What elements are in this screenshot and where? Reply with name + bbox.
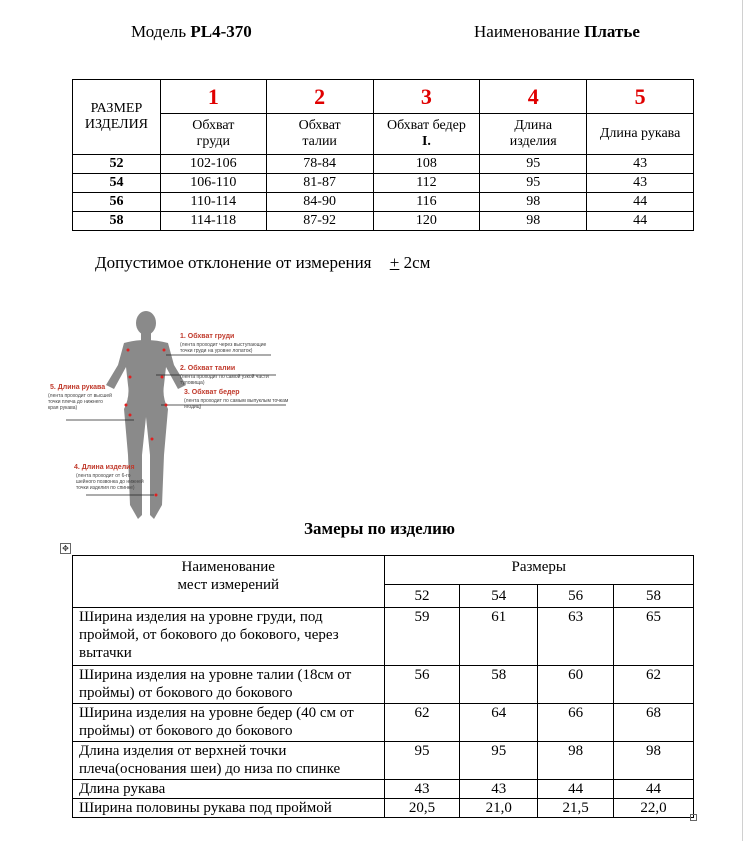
measure-value: 98 xyxy=(538,742,614,780)
column-header-line: Обхват бедер xyxy=(386,118,466,133)
measure-value: 21,0 xyxy=(460,799,538,818)
size-header: 54 xyxy=(460,585,538,608)
table-row xyxy=(73,704,694,742)
page-edge xyxy=(742,0,743,841)
value-cell: 112 xyxy=(373,174,480,193)
body-silhouette-icon xyxy=(46,305,306,525)
measurement-figure xyxy=(46,305,306,525)
value-cell: 108 xyxy=(373,155,480,174)
annotation-sub: (лента проходит через выступающие точки груди на уровне лопаток) xyxy=(180,342,267,354)
measure-value: 44 xyxy=(538,780,614,799)
name-label: Наименование xyxy=(474,22,580,41)
column-number: 1 xyxy=(160,80,266,114)
measure-label: Ширина половины рукава под проймой xyxy=(73,799,385,818)
measure-value: 43 xyxy=(384,780,460,799)
measure-value: 95 xyxy=(460,742,538,780)
corner-line-1: РАЗМЕР xyxy=(90,101,143,116)
annotation-sub: (лента проходит от 6-го шейного позвонка до нижней точки изделия по спинке) xyxy=(76,473,144,491)
annotation-sub: (лента проходит по самой узкой части туловища) xyxy=(180,374,269,386)
value-cell: 98 xyxy=(480,212,587,231)
column-header xyxy=(160,114,266,155)
column-header xyxy=(587,114,694,155)
measure-name-header-line: мест измерений xyxy=(177,577,280,593)
value-cell: 110-114 xyxy=(160,193,266,212)
annotation-title: 1. Обхват груди xyxy=(180,333,235,340)
measure-value: 64 xyxy=(460,704,538,742)
annotation-title: 4. Длина изделия xyxy=(74,464,135,471)
column-header-line: Обхват xyxy=(298,118,341,133)
measure-value: 62 xyxy=(384,704,460,742)
table-row xyxy=(73,742,694,780)
measure-label: Ширина изделия на уровне груди, под проймой, от бокового до бокового, через вытачки xyxy=(73,608,385,666)
table-row xyxy=(73,799,694,818)
size-header: 58 xyxy=(614,585,694,608)
column-header xyxy=(373,114,480,155)
measure-value: 62 xyxy=(614,666,694,704)
size-header: 52 xyxy=(384,585,460,608)
measure-name-header-line: Наименование xyxy=(181,559,275,575)
annotation-sub: (лента проходит от высшей точки плеча до нижнего края рукава) xyxy=(48,393,112,411)
measure-table-title xyxy=(0,519,745,539)
column-header xyxy=(266,114,373,155)
measure-label: Длина изделия от верхней точки плеча(основания шеи) до низа по спинке xyxy=(73,742,385,780)
value-cell: 95 xyxy=(480,174,587,193)
value-cell: 87-92 xyxy=(266,212,373,231)
value-cell: 98 xyxy=(480,193,587,212)
model-value: PL4-370 xyxy=(190,22,252,41)
measure-value: 58 xyxy=(460,666,538,704)
column-header-line: груди xyxy=(196,134,230,149)
measure-table-title-text: Замеры по изделию xyxy=(304,519,455,538)
value-cell: 84-90 xyxy=(266,193,373,212)
column-number: 5 xyxy=(587,80,694,114)
measure-value: 61 xyxy=(460,608,538,666)
measure-value: 98 xyxy=(614,742,694,780)
measure-value: 68 xyxy=(614,704,694,742)
column-header-line: изделия xyxy=(509,134,557,149)
tolerance-text: Допустимое отклонение от измерения xyxy=(95,253,372,272)
measure-value: 22,0 xyxy=(614,799,694,818)
size-cell: 56 xyxy=(73,193,161,212)
value-cell: 43 xyxy=(587,155,694,174)
size-table xyxy=(72,79,694,231)
tolerance-note xyxy=(95,253,430,273)
value-cell: 102-106 xyxy=(160,155,266,174)
table-row xyxy=(73,155,694,174)
size-cell: 54 xyxy=(73,174,161,193)
measure-label: Ширина изделия на уровне талии (18см от проймы) от бокового до бокового xyxy=(73,666,385,704)
annotation-title: 5. Длина рукава xyxy=(50,384,106,391)
measure-value: 20,5 xyxy=(384,799,460,818)
measure-value: 63 xyxy=(538,608,614,666)
tolerance-sign: + xyxy=(389,253,400,272)
name-value: Платье xyxy=(584,22,640,41)
tolerance-unit: 2см xyxy=(403,253,431,272)
sizes-header: Размеры xyxy=(384,556,694,585)
measure-value: 43 xyxy=(460,780,538,799)
value-cell: 114-118 xyxy=(160,212,266,231)
column-number: 4 xyxy=(480,80,587,114)
measure-value: 65 xyxy=(614,608,694,666)
size-table-corner xyxy=(73,80,161,155)
measure-value: 60 xyxy=(538,666,614,704)
measure-value: 59 xyxy=(384,608,460,666)
measure-value: 44 xyxy=(614,780,694,799)
table-row xyxy=(73,608,694,666)
value-cell: 116 xyxy=(373,193,480,212)
table-row xyxy=(73,212,694,231)
value-cell: 43 xyxy=(587,174,694,193)
value-cell: 120 xyxy=(373,212,480,231)
measure-label: Ширина изделия на уровне бедер (40 см от проймы) от бокового до бокового xyxy=(73,704,385,742)
model-label: Модель xyxy=(131,22,187,41)
column-header-line: Длина рукава xyxy=(599,126,681,141)
table-row xyxy=(73,174,694,193)
column-header-line: Обхват xyxy=(192,118,235,133)
column-header-line: Длина xyxy=(514,118,553,133)
measure-value: 21,5 xyxy=(538,799,614,818)
model-header xyxy=(131,22,252,42)
table-row xyxy=(73,193,694,212)
column-header-line: I. xyxy=(421,134,431,149)
size-cell: 58 xyxy=(73,212,161,231)
measure-value: 56 xyxy=(384,666,460,704)
value-cell: 81-87 xyxy=(266,174,373,193)
column-number: 3 xyxy=(373,80,480,114)
measure-label: Длина рукава xyxy=(73,780,385,799)
table-move-handle-icon[interactable]: ✥ xyxy=(60,543,71,554)
name-header xyxy=(474,22,640,42)
measure-name-header xyxy=(73,556,385,608)
value-cell: 44 xyxy=(587,212,694,231)
annotation-sub: (лента проходит по самым выпуклым точкам ягодиц) xyxy=(184,398,289,410)
measure-value: 66 xyxy=(538,704,614,742)
size-header: 56 xyxy=(538,585,614,608)
measure-table xyxy=(72,555,694,818)
column-header-line: талии xyxy=(302,134,337,149)
value-cell: 78-84 xyxy=(266,155,373,174)
value-cell: 106-110 xyxy=(160,174,266,193)
size-cell: 52 xyxy=(73,155,161,174)
annotation-title: 2. Обхват талии xyxy=(180,365,236,372)
column-number: 2 xyxy=(266,80,373,114)
value-cell: 95 xyxy=(480,155,587,174)
corner-line-2: ИЗДЕЛИЯ xyxy=(84,117,149,132)
table-row xyxy=(73,780,694,799)
measure-value: 95 xyxy=(384,742,460,780)
table-row xyxy=(73,666,694,704)
value-cell: 44 xyxy=(587,193,694,212)
table-resize-handle-icon[interactable] xyxy=(690,814,697,821)
column-header xyxy=(480,114,587,155)
annotation-title: 3. Обхват бедер xyxy=(184,389,240,396)
